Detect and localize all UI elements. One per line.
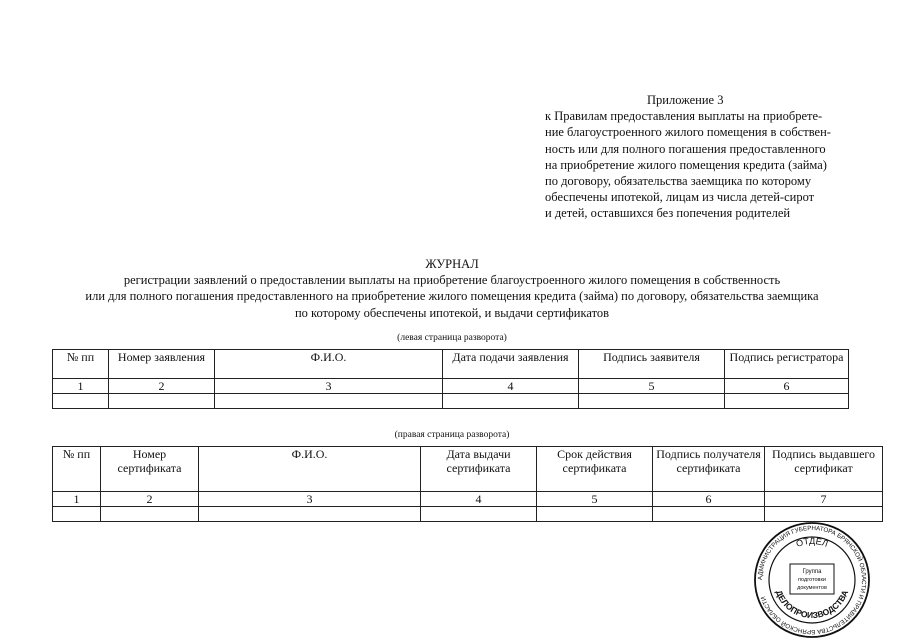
appendix-block [545,92,865,222]
table-cell[interactable] [579,394,725,409]
left-page-table [52,349,849,409]
table-cell[interactable] [443,394,579,409]
appendix-title: Приложение 3 [647,93,724,107]
header-cell: № пп [53,350,109,379]
left-page-caption: (левая страница разворота) [397,333,507,343]
appendix-line: обеспечены ипотекой, лицам из числа детей-сирот [545,190,815,205]
journal-subtitle [0,272,904,321]
header-cell: Подпись заявителя [579,350,725,379]
header-cell: Дата подачи заявления [443,350,579,379]
stamp-center-line: Группа [802,569,822,575]
stamp-office: ДЕЛОПРОИЗВОДСТВА [773,588,851,621]
column-number: 5 [579,379,725,394]
appendix-line: к Правилам предоставления выплаты на приобрете- [545,109,823,124]
column-number-row [53,492,883,507]
column-number: 2 [101,492,199,507]
table-cell[interactable] [421,507,537,522]
stamp-dept: ОТДЕЛ [794,535,830,549]
header-cell: Подпись регистратора [725,350,849,379]
appendix-line: ние благоустроенного жилого помещения в собствен- [545,125,831,140]
column-number: 6 [653,492,765,507]
stamp-center-line: документов [797,585,827,591]
table-cell[interactable] [215,394,443,409]
appendix-line: на приобретение жилого помещения кредита (займа) [545,157,827,172]
column-number: 3 [199,492,421,507]
table-header-row [53,350,849,379]
column-number: 5 [537,492,653,507]
header-cell: Номер сертификата [101,447,199,492]
stamp-center-line: подготовки [798,577,826,583]
journal-subtitle-line: по которому обеспечены ипотекой, и выдачи сертификатов [294,305,610,320]
column-number: 6 [725,379,849,394]
column-number: 4 [421,492,537,507]
column-number: 7 [765,492,883,507]
stamp-ring-text: АДМИНИСТРАЦИЯ ГУБЕРНАТОРА БРЯНСКОЙ ОБЛАСТИ И ПРАВИТЕЛЬСТВА БРЯНСКОЙ ОБЛАСТИ [756,524,868,636]
header-cell: Ф.И.О. [215,350,443,379]
table-row [53,394,849,409]
right-page-table [52,446,883,522]
journal-title: ЖУРНАЛ [425,257,479,271]
column-number-row [53,379,849,394]
table-cell[interactable] [53,507,101,522]
header-cell: Срок действия сертификата [537,447,653,492]
appendix-line: по договору, обязательства заемщика по которому [545,174,812,189]
header-cell: Подпись выдавшего сертификат [765,447,883,492]
header-cell: Ф.И.О. [199,447,421,492]
table-cell[interactable] [53,394,109,409]
journal-subtitle-line: или для полного погашения предоставленного на приобретение жилого помещения кредита (займа) по договору, обязательства заемщика [85,289,819,304]
table-cell[interactable] [537,507,653,522]
table-cell[interactable] [101,507,199,522]
header-cell: Номер заявления [109,350,215,379]
column-number: 2 [109,379,215,394]
table-cell[interactable] [725,394,849,409]
appendix-line: и детей, оставшихся без попечения родителей [545,206,791,221]
header-cell: Подпись получателя сертификата [653,447,765,492]
appendix-line: ность или для полного погашения предоставленного [545,141,826,156]
column-number: 1 [53,379,109,394]
column-number: 4 [443,379,579,394]
table-cell[interactable] [109,394,215,409]
office-stamp [752,520,872,640]
journal-subtitle-line: регистрации заявлений о предоставлении выплаты на приобретение благоустроенного жилого помещения в собственность [123,273,781,287]
header-cell: № пп [53,447,101,492]
right-page-caption: (правая страница разворота) [394,430,510,440]
table-cell[interactable] [653,507,765,522]
column-number: 1 [53,492,101,507]
column-number: 3 [215,379,443,394]
header-cell: Дата выдачи сертификата [421,447,537,492]
table-header-row [53,447,883,492]
table-cell[interactable] [199,507,421,522]
